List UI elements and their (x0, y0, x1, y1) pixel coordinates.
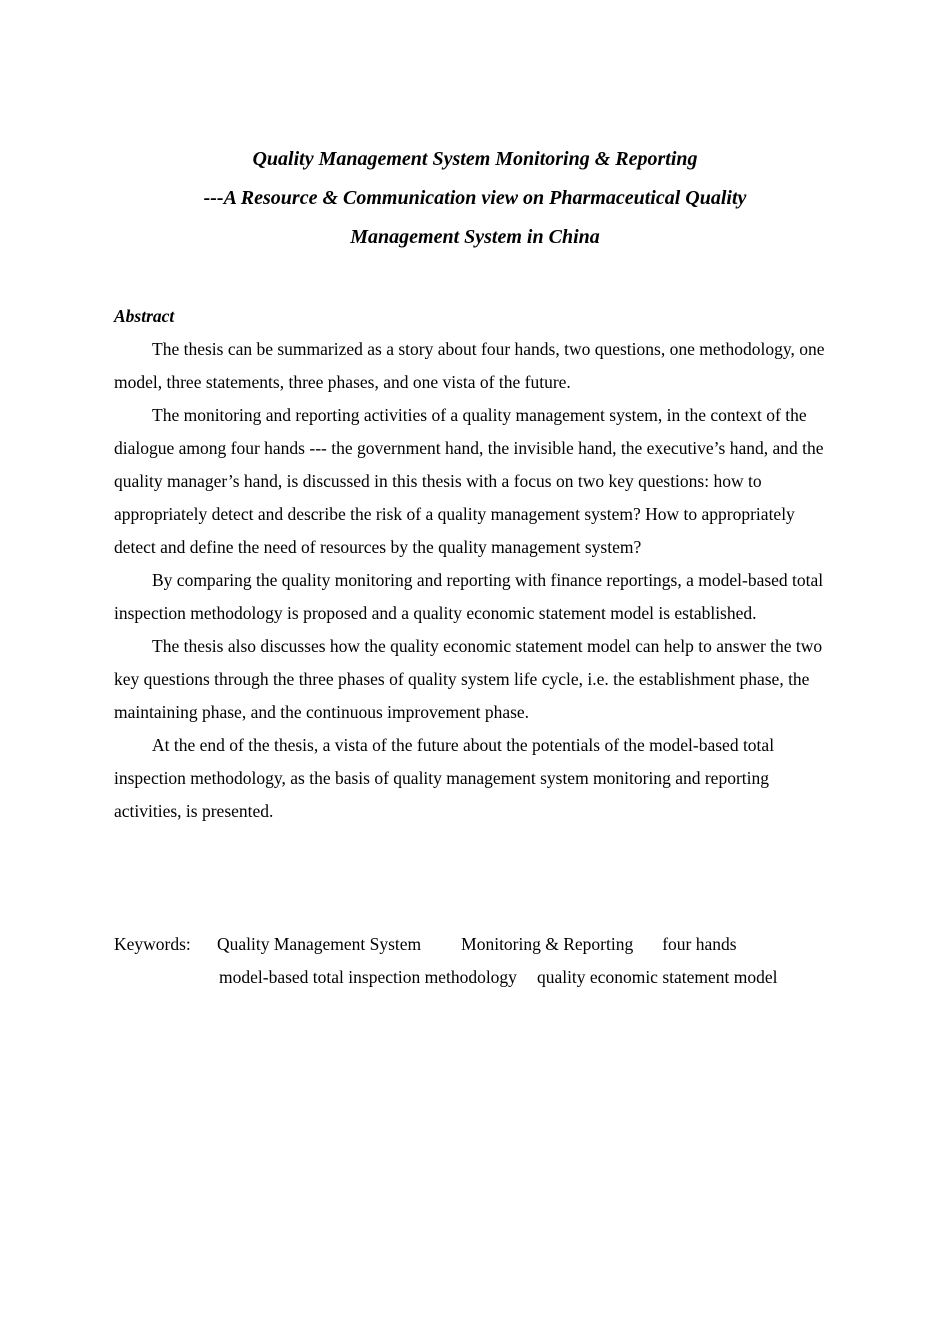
abstract-paragraph-5: At the end of the thesis, a vista of the future about the potentials of the model-based total inspection methodology, as the basis of quality management system monitoring and reporting activities, is presented. (114, 735, 775, 821)
abstract-paragraph-1: The thesis can be summarized as a story about four hands, two questions, one methodology, one model, three statements, three phases, and one vista of the future. (114, 339, 825, 392)
keyword-item: four hands (662, 934, 737, 954)
keywords-section (114, 928, 874, 994)
thesis-title (0, 140, 950, 257)
abstract-heading: Abstract (114, 306, 175, 326)
title-line-1: Quality Management System Monitoring & Reporting (252, 148, 698, 170)
keywords-row-2 (114, 961, 874, 994)
keywords-label: Keywords: (114, 934, 191, 954)
keywords-row-1 (114, 928, 874, 961)
title-line-2: ---A Resource & Communication view on Pharmaceutical Quality (203, 187, 747, 209)
keyword-item: Quality Management System (217, 934, 422, 954)
keyword-item: Monitoring & Reporting (461, 934, 634, 954)
abstract-paragraph-3: By comparing the quality monitoring and reporting with finance reportings, a model-based total inspection methodology is proposed and a quality economic statement model is established. (114, 570, 824, 623)
abstract-paragraph-4: The thesis also discusses how the quality economic statement model can help to answer the two key questions through the three phases of quality system life cycle, i.e. the establishment phase, the maintaining phase, and the continuous improvement phase. (114, 636, 823, 722)
abstract-section (114, 300, 838, 828)
abstract-body (114, 333, 838, 828)
keyword-item: quality economic statement model (536, 967, 778, 987)
abstract-paragraph-2: The monitoring and reporting activities of a quality management system, in the context of the dialogue among four hands --- the government hand, the invisible hand, the executive’s hand, and the quality manager’s hand, is discussed in this thesis with a focus on two key questions: how to appropriately detect and describe the risk of a quality management system? How to appropriately detect and define the need of resources by the quality management system? (114, 405, 824, 557)
title-line-3: Management System in China (350, 226, 600, 248)
keyword-item: model-based total inspection methodology (219, 967, 517, 987)
